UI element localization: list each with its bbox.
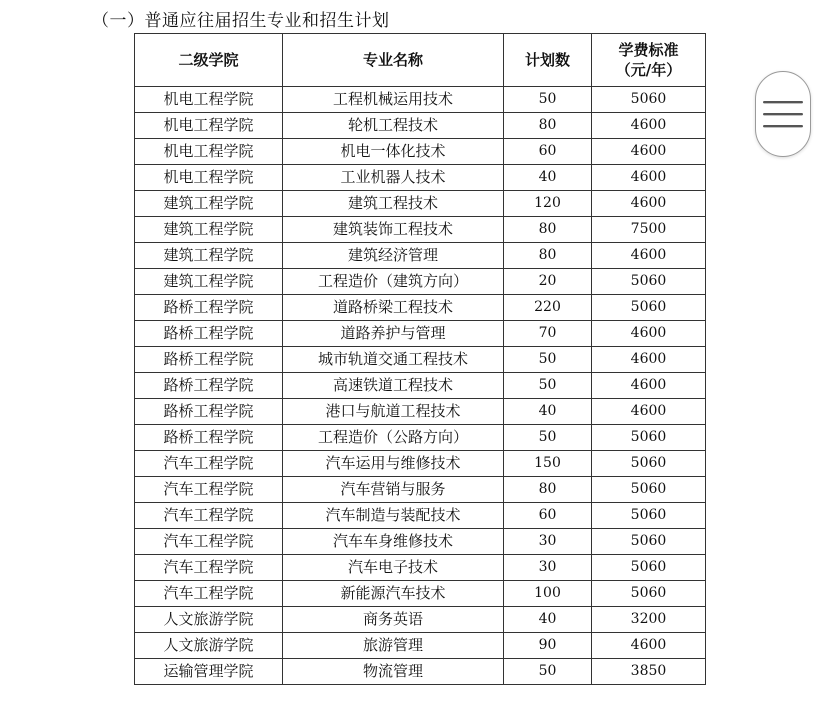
cell-college: 汽车工程学院 (135, 451, 283, 477)
enrollment-plan-table (134, 33, 706, 685)
cell-fee: 7500 (592, 217, 706, 243)
cell-major: 轮机工程技术 (283, 113, 504, 139)
cell-quota: 80 (504, 477, 592, 503)
cell-major: 新能源汽车技术 (283, 581, 504, 607)
cell-quota: 80 (504, 217, 592, 243)
cell-college: 汽车工程学院 (135, 503, 283, 529)
cell-fee: 5060 (592, 477, 706, 503)
cell-quota: 30 (504, 555, 592, 581)
cell-fee: 3200 (592, 607, 706, 633)
table-row (135, 269, 706, 295)
cell-fee: 5060 (592, 269, 706, 295)
table-row (135, 347, 706, 373)
cell-quota: 150 (504, 451, 592, 477)
cell-fee: 4600 (592, 139, 706, 165)
cell-fee: 5060 (592, 581, 706, 607)
cell-fee: 5060 (592, 87, 706, 113)
table-row (135, 243, 706, 269)
cell-college: 人文旅游学院 (135, 633, 283, 659)
header-fee (592, 34, 706, 87)
table-row (135, 555, 706, 581)
cell-fee: 4600 (592, 347, 706, 373)
cell-quota: 30 (504, 529, 592, 555)
cell-fee: 4600 (592, 321, 706, 347)
cell-major: 道路养护与管理 (283, 321, 504, 347)
cell-major: 汽车运用与维修技术 (283, 451, 504, 477)
cell-major: 工程造价（建筑方向） (283, 269, 504, 295)
table-row (135, 399, 706, 425)
header-college: 二级学院 (135, 34, 283, 87)
table-row (135, 607, 706, 633)
cell-fee: 4600 (592, 373, 706, 399)
cell-fee: 5060 (592, 529, 706, 555)
table-row (135, 451, 706, 477)
cell-major: 机电一体化技术 (283, 139, 504, 165)
hamburger-menu-icon (763, 99, 803, 129)
cell-major: 旅游管理 (283, 633, 504, 659)
cell-quota: 50 (504, 425, 592, 451)
table-row (135, 477, 706, 503)
cell-major: 高速铁道工程技术 (283, 373, 504, 399)
cell-fee: 5060 (592, 295, 706, 321)
cell-major: 建筑经济管理 (283, 243, 504, 269)
cell-fee: 4600 (592, 399, 706, 425)
table-row (135, 581, 706, 607)
cell-fee: 4600 (592, 633, 706, 659)
cell-fee: 4600 (592, 191, 706, 217)
cell-college: 机电工程学院 (135, 113, 283, 139)
table-row (135, 425, 706, 451)
cell-fee: 4600 (592, 113, 706, 139)
table-row (135, 321, 706, 347)
cell-quota: 50 (504, 87, 592, 113)
table-row (135, 165, 706, 191)
cell-major: 道路桥梁工程技术 (283, 295, 504, 321)
cell-major: 工程机械运用技术 (283, 87, 504, 113)
cell-quota: 40 (504, 165, 592, 191)
header-fee-line1: 学费标准 (618, 41, 679, 59)
cell-fee: 3850 (592, 659, 706, 685)
table-row (135, 139, 706, 165)
cell-quota: 60 (504, 139, 592, 165)
cell-quota: 50 (504, 347, 592, 373)
cell-quota: 100 (504, 581, 592, 607)
cell-college: 机电工程学院 (135, 87, 283, 113)
cell-major: 汽车营销与服务 (283, 477, 504, 503)
cell-college: 路桥工程学院 (135, 321, 283, 347)
cell-fee: 5060 (592, 451, 706, 477)
cell-quota: 80 (504, 113, 592, 139)
cell-college: 路桥工程学院 (135, 295, 283, 321)
table-row (135, 87, 706, 113)
cell-major: 物流管理 (283, 659, 504, 685)
cell-fee: 5060 (592, 425, 706, 451)
table-row (135, 217, 706, 243)
cell-quota: 120 (504, 191, 592, 217)
cell-fee: 5060 (592, 555, 706, 581)
table-row (135, 191, 706, 217)
cell-college: 机电工程学院 (135, 139, 283, 165)
cell-quota: 90 (504, 633, 592, 659)
cell-college: 路桥工程学院 (135, 347, 283, 373)
cell-major: 汽车电子技术 (283, 555, 504, 581)
cell-major: 汽车制造与装配技术 (283, 503, 504, 529)
cell-college: 人文旅游学院 (135, 607, 283, 633)
cell-major: 建筑装饰工程技术 (283, 217, 504, 243)
table-row (135, 659, 706, 685)
cell-quota: 70 (504, 321, 592, 347)
cell-college: 汽车工程学院 (135, 477, 283, 503)
cell-fee: 4600 (592, 165, 706, 191)
cell-college: 汽车工程学院 (135, 529, 283, 555)
table-header-row (135, 34, 706, 87)
cell-college: 运输管理学院 (135, 659, 283, 685)
cell-college: 路桥工程学院 (135, 425, 283, 451)
cell-college: 机电工程学院 (135, 165, 283, 191)
table-row (135, 295, 706, 321)
cell-college: 汽车工程学院 (135, 555, 283, 581)
cell-quota: 50 (504, 373, 592, 399)
cell-college: 路桥工程学院 (135, 373, 283, 399)
cell-major: 城市轨道交通工程技术 (283, 347, 504, 373)
cell-college: 建筑工程学院 (135, 243, 283, 269)
cell-major: 建筑工程技术 (283, 191, 504, 217)
cell-quota: 40 (504, 399, 592, 425)
cell-quota: 20 (504, 269, 592, 295)
section-heading: （一）普通应往届招生专业和招生计划 (92, 11, 390, 31)
cell-major: 商务英语 (283, 607, 504, 633)
table-body (135, 87, 706, 685)
cell-major: 港口与航道工程技术 (283, 399, 504, 425)
cell-quota: 40 (504, 607, 592, 633)
cell-quota: 50 (504, 659, 592, 685)
cell-major: 汽车车身维修技术 (283, 529, 504, 555)
cell-quota: 80 (504, 243, 592, 269)
cell-college: 路桥工程学院 (135, 399, 283, 425)
cell-fee: 4600 (592, 243, 706, 269)
cell-college: 建筑工程学院 (135, 191, 283, 217)
table-row (135, 503, 706, 529)
cell-college: 建筑工程学院 (135, 269, 283, 295)
table-row (135, 529, 706, 555)
header-quota: 计划数 (504, 34, 592, 87)
header-fee-line2: （元/年） (615, 61, 682, 79)
header-major: 专业名称 (283, 34, 504, 87)
cell-fee: 5060 (592, 503, 706, 529)
table-row (135, 633, 706, 659)
menu-button[interactable] (755, 71, 811, 157)
cell-major: 工业机器人技术 (283, 165, 504, 191)
cell-major: 工程造价（公路方向） (283, 425, 504, 451)
cell-college: 建筑工程学院 (135, 217, 283, 243)
cell-quota: 60 (504, 503, 592, 529)
table-row (135, 113, 706, 139)
table-row (135, 373, 706, 399)
cell-quota: 220 (504, 295, 592, 321)
cell-college: 汽车工程学院 (135, 581, 283, 607)
